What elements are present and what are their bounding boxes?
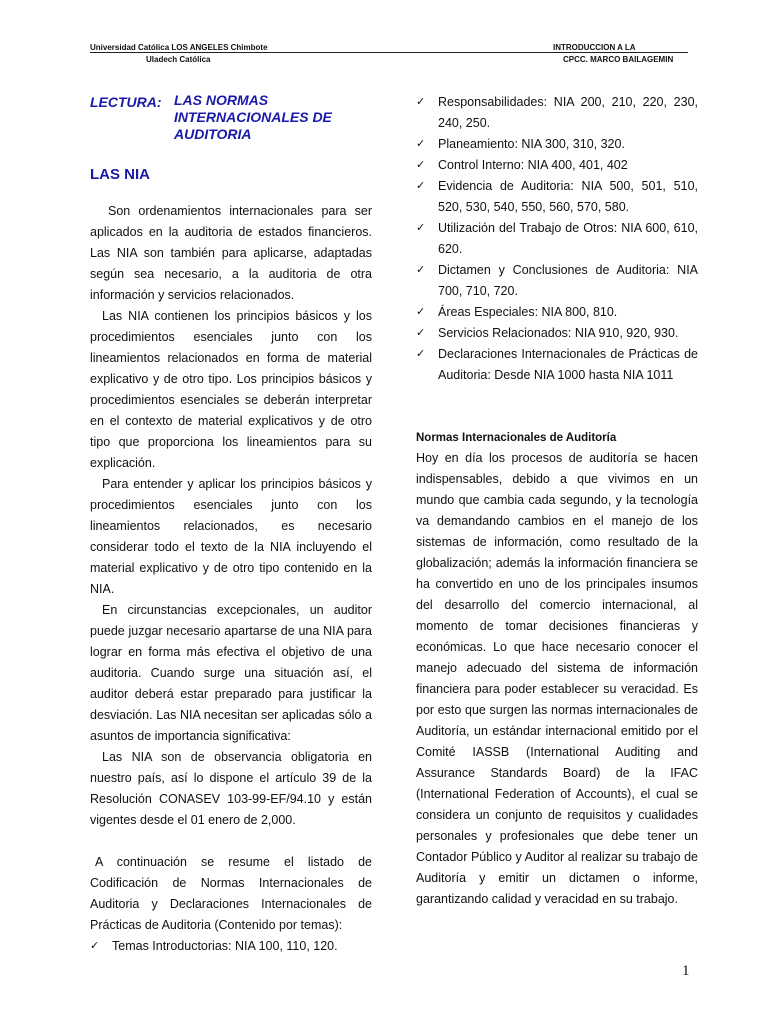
checkmark-icon: ✓: [416, 327, 426, 339]
list-item: ✓ Dictamen y Conclusiones de Auditoria: NIA 700, 710, 720.: [416, 260, 698, 302]
list-item: ✓ Control Interno: NIA 400, 401, 402: [416, 155, 698, 176]
header-author: CPCC. MARCO BAILAGEMIN: [563, 55, 674, 64]
page-number: 1: [682, 963, 690, 979]
checkmark-icon: ✓: [416, 180, 426, 192]
paragraph-3: Para entender y aplicar los principios básicos y procedimientos esenciales junto con los lineamientos relacionados, es necesario considerar todo el texto de la NIA incluyendo el material explicativo y de otro tipo contenido en la NIA.: [90, 477, 372, 596]
list-item: ✓ Declaraciones Internacionales de Prácticas de Auditoria: Desde NIA 1000 hasta NIA 1011: [416, 344, 698, 386]
lectura-label: LECTURA:: [90, 94, 162, 110]
header-subunit: Uladech Católica: [146, 55, 211, 64]
lectura-heading: [90, 92, 372, 148]
checkmark-icon: ✓: [416, 264, 426, 276]
paragraph-5: Las NIA son de observancia obligatoria en nuestro país, así lo dispone el artículo 39 de la Resolución CONASEV 103-99-EF/94.10 y están vigentes desde el 01 enero de 2,000.: [90, 750, 372, 827]
paragraph-1: Son ordenamientos internacionales para ser aplicados en la auditoria de estados financieros. Las NIA son también para aplicarse, adaptadas según sea necesario, a la auditoria de otra información y servicios relacionados.: [90, 204, 372, 302]
checkmark-icon: ✓: [416, 138, 426, 150]
list-item: ✓ Evidencia de Auditoria: NIA 500, 501, 510, 520, 530, 540, 550, 560, 570, 580.: [416, 176, 698, 218]
paragraph-4: En circunstancias excepcionales, un auditor puede juzgar necesario apartarse de una NIA para lograr en forma más efectiva el objetivo de una auditoria. Cuando surge una situación así, el auditor deberá estar preparado para justificar la desviación. Las NIA necesitan ser aplicadas sólo a asuntos de importancia significativa:: [90, 603, 372, 743]
paragraph-2: Las NIA contienen los principios básicos y los procedimientos esenciales junto con los lineamientos relacionados en forma de material explicativo y de otro tipo. Los principios básicos y procedimientos esenciales se deberán interpretar en el contexto de material explicativos y de otro tipo que proporciona los lineamientos para su explicación.: [90, 309, 372, 470]
list-item: ✓ Utilización del Trabajo de Otros: NIA 600, 610, 620.: [416, 218, 698, 260]
paragraph-6: A continuación se resume el listado de Codificación de Normas Internacionales de Auditoria y Declaraciones Internacionales de Prácticas de Auditoria (Contenido por temas):: [90, 855, 372, 932]
list-item: ✓ Planeamiento: NIA 300, 310, 320.: [416, 134, 698, 155]
checkmark-icon: ✓: [416, 348, 426, 360]
left-column: [90, 92, 372, 957]
checkmark-icon: ✓: [90, 940, 100, 952]
checkmark-icon: ✓: [416, 306, 426, 318]
left-check-list: [90, 936, 372, 957]
checkmark-icon: ✓: [416, 222, 426, 234]
header-divider: [90, 52, 688, 53]
list-item: ✓ Servicios Relacionados: NIA 910, 920, 930.: [416, 323, 698, 344]
list-item: ✓ Áreas Especiales: NIA 800, 810.: [416, 302, 698, 323]
section-heading-las-nia: LAS NIA: [90, 166, 150, 183]
checkmark-icon: ✓: [416, 159, 426, 171]
list-item: ✓ Responsabilidades: NIA 200, 210, 220, 230, 240, 250.: [416, 92, 698, 134]
list-item: ✓ Temas Introductorias: NIA 100, 110, 120.: [90, 936, 372, 957]
header-course: INTRODUCCION A LA: [553, 43, 636, 52]
header-university: Universidad Católica LOS ANGELES Chimbote: [90, 43, 268, 52]
normas-section-body: Hoy en día los procesos de auditoría se hacen indispensables, debido a que vivimos en un mundo que cambia cada segundo, y la tecnología va demandando cambios en el manejo de los sistemas de información, como resultado de la globalización; además la información financiera se ha convertido en uno de los principales insumos del desarrollo del comercio internacional, al momento de tomar decisiones financieras y económicas. Lo que hace necesario conocer el manejo adecuado del sistema de información financiera para poder establecer su veracidad. Es por esto que surgen las normas internacionales de Auditoría, un estándar internacional emitido por el Comité IASSB (International Auditing and Assurance Standards Board) de la IFAC (International Federation of Accounts), el cual se considera un conjunto de requisitos y cualidades personales y profesionales que debe tener un Contador Público y Auditor al realizar su trabajo de Auditoría y emitir un dictamen o informe, garantizando calidad y veracidad en su trabajo.: [416, 451, 698, 906]
normas-section-title: Normas Internacionales de Auditoría: [416, 432, 617, 444]
right-check-list: [416, 92, 698, 386]
right-column: [416, 92, 698, 910]
checkmark-icon: ✓: [416, 96, 426, 108]
lectura-title: LAS NORMAS INTERNACIONALES DE AUDITORIA: [174, 92, 332, 142]
